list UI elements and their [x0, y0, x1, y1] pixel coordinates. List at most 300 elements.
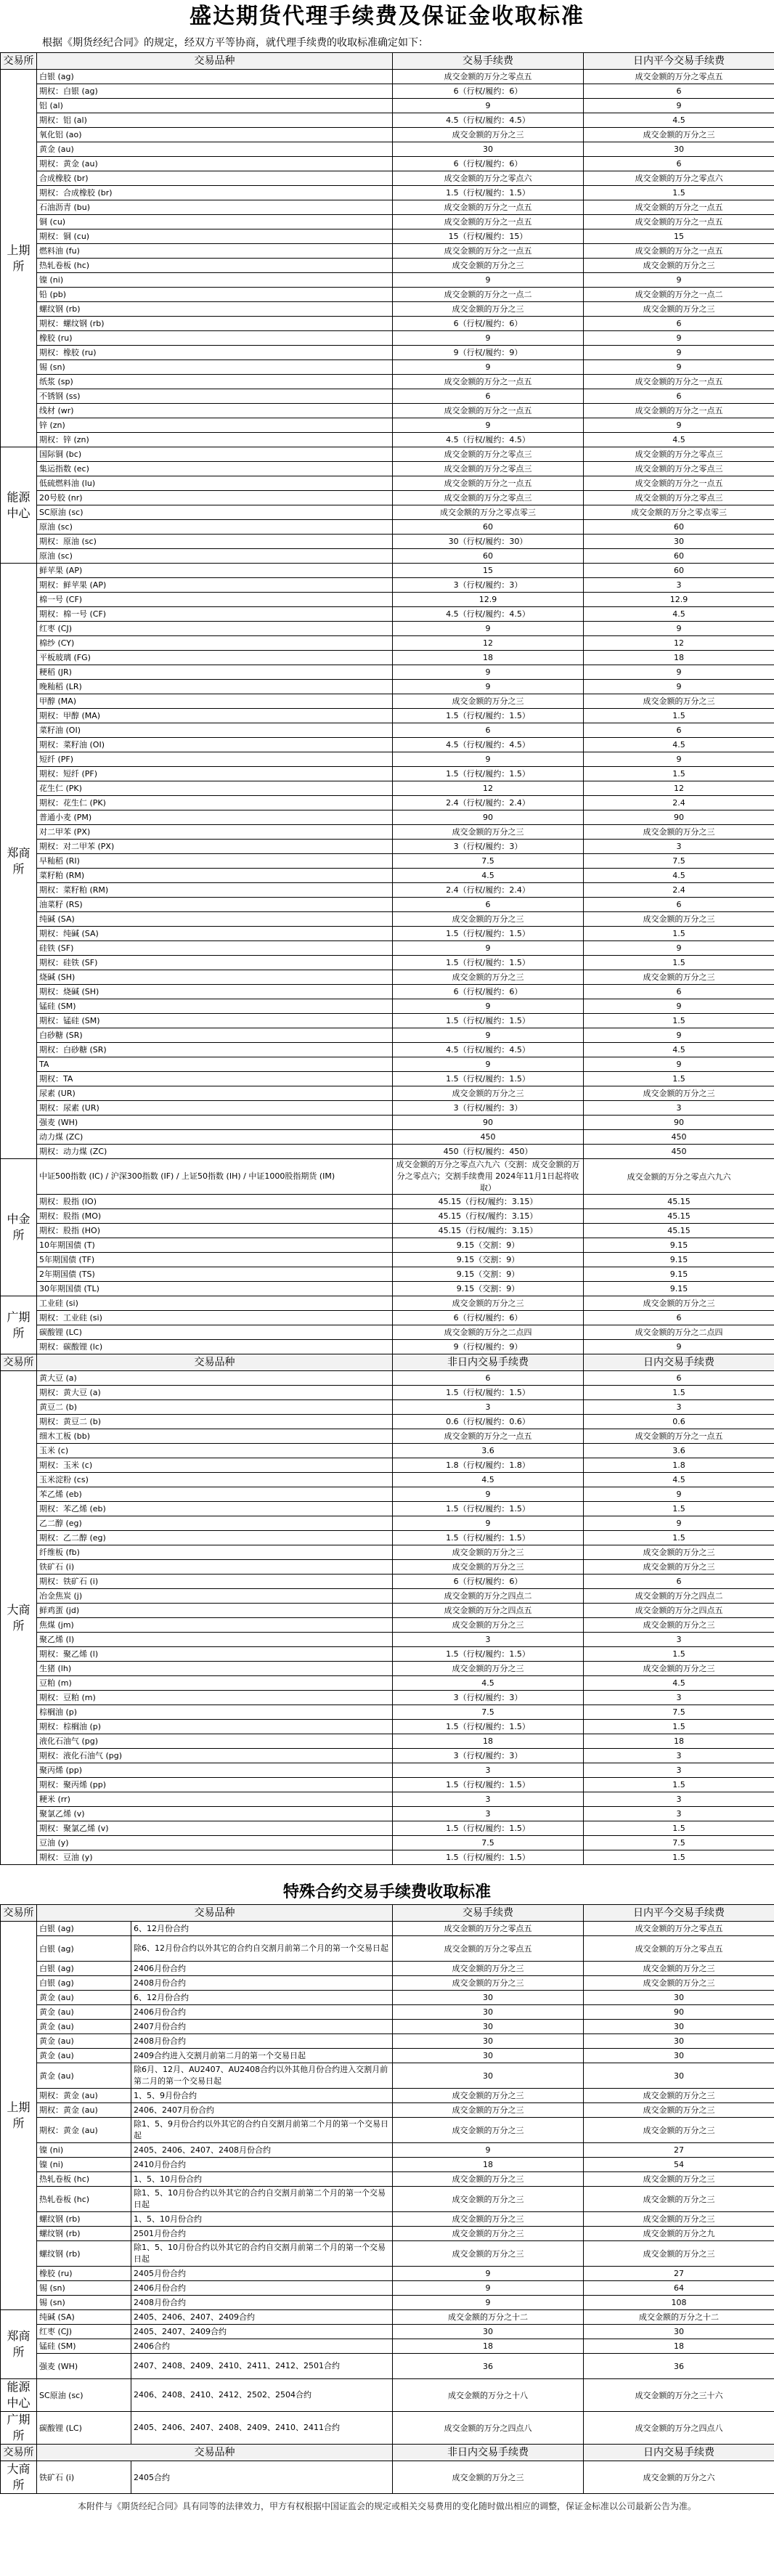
header-intraday-fee: 日内平今交易手续费 — [584, 53, 774, 70]
exchange-cell: 能源中心 — [1, 2379, 37, 2412]
intraday-fee-cell: 60 — [584, 564, 774, 578]
contract-cell: 2405合约 — [131, 2461, 393, 2494]
intraday-fee-cell: 12 — [584, 636, 774, 651]
table-row — [1, 2005, 774, 2020]
table-row — [1, 1792, 774, 1807]
product-cell: 动力煤 (ZC) — [37, 1130, 393, 1145]
header-exchange: 交易所 — [1, 2445, 37, 2461]
fee-cell: 9.15（交割：9） — [393, 1282, 584, 1296]
product-cell: 期权：烧碱 (SH) — [37, 985, 393, 999]
table-row — [1, 2143, 774, 2158]
table-row — [1, 2354, 774, 2379]
product-cell: 白银 (ag) — [37, 1962, 131, 1976]
table-row — [1, 84, 774, 99]
intraday-fee-cell: 成交金额的万分之三 — [584, 259, 774, 273]
table-row — [1, 2267, 774, 2281]
fee-cell: 30 — [393, 2034, 584, 2049]
product-cell: 白银 (ag) — [37, 1936, 131, 1962]
product-cell: 期权：甲醇 (MA) — [37, 709, 393, 723]
intraday-fee-cell: 成交金额的万分之零点五 — [584, 1936, 774, 1962]
fee-cell: 成交金额的万分之三 — [393, 1976, 584, 1991]
table-row — [1, 665, 774, 680]
intraday-fee-cell: 成交金额的万分之四点五 — [584, 1604, 774, 1618]
product-cell: 螺纹钢 (rb) — [37, 2212, 131, 2227]
fee-cell: 12 — [393, 781, 584, 796]
fee-cell: 6（行权/履约：6） — [393, 157, 584, 171]
product-cell: 30年期国债 (TL) — [37, 1282, 393, 1296]
fee-cell: 成交金额的万分之三 — [393, 1545, 584, 1560]
intraday-fee-cell: 30 — [584, 142, 774, 157]
fee-cell: 2.4（行权/履约：2.4） — [393, 796, 584, 810]
product-cell: 铅 (pb) — [37, 288, 393, 302]
header-product: 交易品种 — [37, 1354, 393, 1371]
fee-cell: 1.5（行权/履约：1.5） — [393, 1821, 584, 1836]
table-row — [1, 404, 774, 418]
fee-cell: 3 — [393, 1807, 584, 1821]
table-row — [1, 346, 774, 360]
intraday-fee-cell: 6 — [584, 389, 774, 404]
exchange-cell: 大商所 — [1, 2461, 37, 2494]
product-cell: 红枣 (CJ) — [37, 2325, 131, 2339]
table-row — [1, 651, 774, 665]
table-row — [1, 622, 774, 636]
fee-cell: 30 — [393, 1991, 584, 2005]
fee-cell: 成交金额的万分之一点五 — [393, 404, 584, 418]
fee-cell: 6（行权/履约：6） — [393, 1311, 584, 1325]
intraday-fee-cell: 1.5 — [584, 1014, 774, 1028]
table-row — [1, 70, 774, 84]
table-row — [1, 142, 774, 157]
table-row — [1, 1991, 774, 2005]
intraday-fee-cell: 9 — [584, 622, 774, 636]
fee-cell: 成交金额的万分之三 — [393, 259, 584, 273]
fee-cell: 3.6 — [393, 1444, 584, 1458]
intraday-fee-cell: 3 — [584, 1400, 774, 1415]
product-cell: 中证500指数 (IC) / 沪深300指数 (IF) / 上证50指数 (IH) / 中证1000股指期货 (IM) — [37, 1159, 393, 1195]
contract-cell: 2407、2408、2409、2410、2411、2412、2501合约 — [131, 2354, 393, 2379]
fee-cell: 成交金额的万分之三 — [393, 2461, 584, 2494]
intraday-fee-cell: 成交金额的万分之九 — [584, 2227, 774, 2241]
product-cell: 期权：纯碱 (SA) — [37, 927, 393, 941]
exchange-cell: 上期所 — [1, 1922, 37, 2310]
product-cell: 石油沥青 (bu) — [37, 200, 393, 215]
product-cell: 期权：液化石油气 (pg) — [37, 1749, 393, 1763]
product-cell: SC原油 (sc) — [37, 2379, 131, 2412]
table-row — [1, 1691, 774, 1705]
fee-cell: 9 — [393, 1057, 584, 1072]
product-cell: 期权：苯乙烯 (eb) — [37, 1502, 393, 1516]
fee-cell: 成交金额的万分之零点五 — [393, 70, 584, 84]
fee-cell: 成交金额的万分之一点五 — [393, 375, 584, 389]
product-cell: 期权：对二甲苯 (PX) — [37, 840, 393, 854]
exchange-cell: 广期所 — [1, 2412, 37, 2445]
intraday-fee-cell: 4.5 — [584, 1043, 774, 1057]
table-row — [1, 2325, 774, 2339]
table-row — [1, 447, 774, 462]
product-cell: 烧碱 (SH) — [37, 970, 393, 985]
intraday-fee-cell: 30 — [584, 2049, 774, 2063]
table-row — [1, 1778, 774, 1792]
intraday-fee-cell: 7.5 — [584, 1836, 774, 1850]
product-cell: 黄金 (au) — [37, 142, 393, 157]
intro-text: 根据《期货经纪合同》的规定，经双方平等协商，就代理手续费的收取标准确定如下： — [42, 37, 428, 49]
product-cell: 期权：螺纹钢 (rb) — [37, 317, 393, 331]
intraday-fee-cell: 成交金额的万分之三 — [584, 2172, 774, 2187]
fee-cell: 12 — [393, 636, 584, 651]
intraday-fee-cell: 450 — [584, 1145, 774, 1159]
intraday-fee-cell: 3 — [584, 578, 774, 593]
product-cell: 平板玻璃 (FG) — [37, 651, 393, 665]
intraday-fee-cell: 成交金额的万分之一点五 — [584, 375, 774, 389]
contract-cell: 6、12月份合约 — [131, 1991, 393, 2005]
fee-cell: 成交金额的万分之一点五 — [393, 200, 584, 215]
header-fee: 交易手续费 — [393, 53, 584, 70]
product-cell: 粳稻 (JR) — [37, 665, 393, 680]
fee-cell: 1.5（行权/履约：1.5） — [393, 927, 584, 941]
intraday-fee-cell: 成交金额的万分之十二 — [584, 2310, 774, 2325]
fee-cell: 9 — [393, 2267, 584, 2281]
intraday-fee-cell: 1.5 — [584, 1778, 774, 1792]
intraday-fee-cell: 成交金额的万分之三 — [584, 970, 774, 985]
table-row — [1, 1116, 774, 1130]
product-cell: 乙二醇 (eg) — [37, 1516, 393, 1531]
product-cell: 晚籼稻 (LR) — [37, 680, 393, 694]
product-cell: 期权：原油 (sc) — [37, 535, 393, 549]
fee-cell: 36 — [393, 2354, 584, 2379]
table-row — [1, 898, 774, 912]
intraday-fee-cell: 30 — [584, 2325, 774, 2339]
table-row — [1, 1072, 774, 1086]
intraday-fee-cell: 9 — [584, 99, 774, 113]
table-row — [1, 1545, 774, 1560]
product-cell: 期权：黄金 (au) — [37, 2118, 131, 2143]
intraday-fee-cell: 成交金额的万分之三 — [584, 1618, 774, 1633]
fee-cell: 6 — [393, 389, 584, 404]
product-cell: 碳酸锂 (LC) — [37, 2412, 131, 2445]
contract-cell: 2405、2406、2407、2408月份合约 — [131, 2143, 393, 2158]
intraday-fee-cell: 9 — [584, 1487, 774, 1502]
product-cell: 纯碱 (SA) — [37, 2310, 131, 2325]
table-row — [1, 1415, 774, 1429]
table-row — [1, 288, 774, 302]
intraday-fee-cell: 成交金额的万分之三 — [584, 1962, 774, 1976]
intraday-fee-cell: 9 — [584, 331, 774, 346]
intraday-fee-cell: 成交金额的万分之三 — [584, 912, 774, 927]
fee-cell: 45.15（行权/履约：3.15） — [393, 1224, 584, 1238]
fee-cell: 成交金额的万分之三 — [393, 694, 584, 709]
header-exchange: 交易所 — [1, 53, 37, 70]
contract-cell: 除6、12月份合约以外其它的合约自交割月前第二个月的第一个交易日起 — [131, 1936, 393, 1962]
intraday-fee-cell: 9.15 — [584, 1253, 774, 1267]
product-cell: 对二甲苯 (PX) — [37, 825, 393, 840]
intraday-fee-cell: 30 — [584, 2020, 774, 2034]
intraday-fee-cell: 3 — [584, 1691, 774, 1705]
intraday-fee-cell: 7.5 — [584, 1705, 774, 1720]
fee-cell: 成交金额的万分之三 — [393, 302, 584, 317]
fee-cell: 3 — [393, 1763, 584, 1778]
fee-cell: 9 — [393, 941, 584, 956]
table-row — [1, 389, 774, 404]
table-row — [1, 1821, 774, 1836]
table-row — [1, 2063, 774, 2089]
fee-cell: 1.5（行权/履约：1.5） — [393, 1647, 584, 1662]
table-row — [1, 2049, 774, 2063]
fee-cell: 1.5（行权/履约：1.5） — [393, 1386, 584, 1400]
contract-cell: 6、12月份合约 — [131, 1922, 393, 1936]
fee-cell: 1.5（行权/履约：1.5） — [393, 1720, 584, 1734]
contract-cell: 1、5、10月份合约 — [131, 2212, 393, 2227]
intraday-fee-cell: 成交金额的万分之三 — [584, 2241, 774, 2267]
fee-cell: 成交金额的万分之十八 — [393, 2379, 584, 2412]
table-row — [1, 1057, 774, 1072]
intraday-fee-cell: 成交金额的万分之三 — [584, 1662, 774, 1676]
intraday-fee-cell: 1.5 — [584, 1072, 774, 1086]
product-cell: 期权：股指 (IO) — [37, 1195, 393, 1209]
fee-cell: 成交金额的万分之零点三 — [393, 491, 584, 505]
product-cell: 期权：聚丙烯 (pp) — [37, 1778, 393, 1792]
intraday-fee-cell: 12 — [584, 781, 774, 796]
table-row — [1, 1296, 774, 1311]
fee-cell: 成交金额的万分之三 — [393, 970, 584, 985]
intraday-fee-cell: 成交金额的万分之三 — [584, 2089, 774, 2103]
fee-cell: 1.5（行权/履约：1.5） — [393, 1072, 584, 1086]
header-non-intraday-fee: 非日内交易手续费 — [393, 1354, 584, 1371]
table-row — [1, 2339, 774, 2354]
product-cell: 锡 (sn) — [37, 2281, 131, 2296]
fee-cell: 9 — [393, 1487, 584, 1502]
fee-cell: 成交金额的万分之一点五 — [393, 1429, 584, 1444]
table-row — [1, 2212, 774, 2227]
intraday-fee-cell: 60 — [584, 549, 774, 564]
product-cell: 螺纹钢 (rb) — [37, 302, 393, 317]
intraday-fee-cell: 6 — [584, 157, 774, 171]
fee-cell: 成交金额的万分之三 — [393, 1618, 584, 1633]
table-row — [1, 1502, 774, 1516]
product-cell: 期权：白银 (ag) — [37, 84, 393, 99]
table-row — [1, 1238, 774, 1253]
fee-table-main — [0, 52, 774, 1865]
product-cell: 焦煤 (jm) — [37, 1618, 393, 1633]
intraday-fee-cell: 36 — [584, 2354, 774, 2379]
fee-cell: 成交金额的万分之三 — [393, 825, 584, 840]
product-cell: 期权：豆油 (y) — [37, 1850, 393, 1865]
fee-cell: 60 — [393, 520, 584, 535]
table-row — [1, 927, 774, 941]
product-cell: 镍 (ni) — [37, 2143, 131, 2158]
intraday-fee-cell: 60 — [584, 520, 774, 535]
fee-cell: 4.5 — [393, 1676, 584, 1691]
intraday-fee-cell: 6 — [584, 317, 774, 331]
table-row — [1, 2241, 774, 2267]
intraday-fee-cell: 成交金额的万分之一点五 — [584, 404, 774, 418]
contract-cell: 除1、5、10月份合约以外其它的合约自交割月前第二个月的第一个交易日起 — [131, 2187, 393, 2212]
fee-cell: 4.5 — [393, 869, 584, 883]
fee-cell: 3（行权/履约：3） — [393, 1749, 584, 1763]
intraday-fee-cell: 18 — [584, 2339, 774, 2354]
table-row — [1, 113, 774, 128]
contract-cell: 1、5、10月份合约 — [131, 2172, 393, 2187]
table-row — [1, 1487, 774, 1502]
product-cell: 期权：动力煤 (ZC) — [37, 1145, 393, 1159]
product-cell: 期权：菜籽油 (OI) — [37, 738, 393, 752]
product-cell: 白银 (ag) — [37, 70, 393, 84]
fee-cell: 3（行权/履约：3） — [393, 840, 584, 854]
intraday-fee-cell: 4.5 — [584, 869, 774, 883]
fee-cell: 30 — [393, 2325, 584, 2339]
product-cell: 铜 (cu) — [37, 215, 393, 229]
fee-cell: 18 — [393, 2158, 584, 2172]
fee-cell: 9 — [393, 752, 584, 767]
intraday-fee-cell: 1.5 — [584, 186, 774, 200]
product-cell: 红枣 (CJ) — [37, 622, 393, 636]
fee-cell: 9.15（交割：9） — [393, 1253, 584, 1267]
intraday-fee-cell: 9 — [584, 999, 774, 1014]
table-row — [1, 2227, 774, 2241]
fee-cell: 90 — [393, 810, 584, 825]
table-row — [1, 985, 774, 999]
fee-cell: 2.4（行权/履约：2.4） — [393, 883, 584, 898]
product-cell: 期权：乙二醇 (eg) — [37, 1531, 393, 1545]
table-row — [1, 912, 774, 927]
product-cell: 菜籽油 (OI) — [37, 723, 393, 738]
fee-cell: 9 — [393, 680, 584, 694]
table-row — [1, 1429, 774, 1444]
intraday-fee-cell: 成交金额的万分之一点五 — [584, 215, 774, 229]
product-cell: 铝 (al) — [37, 99, 393, 113]
fee-cell: 9.15（交割：9） — [393, 1238, 584, 1253]
product-cell: 铁矿石 (i) — [37, 2461, 131, 2494]
table-row — [1, 1282, 774, 1296]
product-cell: 纯碱 (SA) — [37, 912, 393, 927]
contract-cell: 2408月份合约 — [131, 1976, 393, 1991]
product-cell: 期权：锰硅 (SM) — [37, 1014, 393, 1028]
table-row — [1, 1589, 774, 1604]
contract-cell: 除1、5、9月份合约以外其它的合约自交割月前第二个月的第一个交易日起 — [131, 2118, 393, 2143]
product-cell: 锰硅 (SM) — [37, 999, 393, 1014]
fee-cell: 30 — [393, 2005, 584, 2020]
contract-cell: 2406月份合约 — [131, 2005, 393, 2020]
table-row — [1, 2020, 774, 2034]
table-row — [1, 1734, 774, 1749]
product-cell: 棉纱 (CY) — [37, 636, 393, 651]
table-row — [1, 723, 774, 738]
fee-cell: 成交金额的万分之一点五 — [393, 215, 584, 229]
product-cell: 黄金 (au) — [37, 2020, 131, 2034]
table-row — [1, 1676, 774, 1691]
intraday-fee-cell: 成交金额的万分之三 — [584, 694, 774, 709]
intraday-fee-cell: 9 — [584, 665, 774, 680]
fee-cell: 30 — [393, 2063, 584, 2089]
table-body-special — [1, 1922, 774, 2445]
contract-cell: 2406月份合约 — [131, 2281, 393, 2296]
intraday-fee-cell: 9 — [584, 680, 774, 694]
table-row — [1, 1516, 774, 1531]
product-cell: 期权：黄金 (au) — [37, 2103, 131, 2118]
fee-cell: 成交金额的万分之三 — [393, 2241, 584, 2267]
fee-cell: 3（行权/履约：3） — [393, 1101, 584, 1116]
product-cell: 燃料油 (fu) — [37, 244, 393, 259]
intraday-fee-cell: 成交金额的万分之三 — [584, 825, 774, 840]
product-cell: 期权：玉米 (c) — [37, 1458, 393, 1473]
intraday-fee-cell: 18 — [584, 651, 774, 665]
fee-cell: 9 — [393, 2296, 584, 2310]
exchange-cell: 能源中心 — [1, 447, 37, 564]
fee-cell: 成交金额的万分之四点二 — [393, 1589, 584, 1604]
table-row — [1, 2158, 774, 2172]
product-cell: 黄金 (au) — [37, 2049, 131, 2063]
product-cell: 镍 (ni) — [37, 273, 393, 288]
intraday-fee-cell: 6 — [584, 1311, 774, 1325]
table-row — [1, 433, 774, 447]
product-cell: 普通小麦 (PM) — [37, 810, 393, 825]
table-row — [1, 1028, 774, 1043]
intraday-fee-cell: 9.15 — [584, 1238, 774, 1253]
product-cell: 液化石油气 (pg) — [37, 1734, 393, 1749]
contract-cell: 2407月份合约 — [131, 2020, 393, 2034]
fee-cell: 9 — [393, 418, 584, 433]
fee-cell: 成交金额的万分之十二 — [393, 2310, 584, 2325]
table-row — [1, 825, 774, 840]
fee-cell: 成交金额的万分之一点二 — [393, 288, 584, 302]
intraday-fee-cell: 45.15 — [584, 1209, 774, 1224]
product-cell: 10年期国债 (T) — [37, 1238, 393, 1253]
intraday-fee-cell: 成交金额的万分之三 — [584, 1560, 774, 1575]
product-cell: 豆粕 (m) — [37, 1676, 393, 1691]
fee-cell: 9 — [393, 1028, 584, 1043]
header-product: 交易品种 — [37, 53, 393, 70]
fee-cell: 9 — [393, 99, 584, 113]
fee-cell: 7.5 — [393, 1705, 584, 1720]
product-cell: 期权：聚氯乙烯 (v) — [37, 1821, 393, 1836]
product-cell: 期权：短纤 (PF) — [37, 767, 393, 781]
intraday-fee-cell: 3 — [584, 1633, 774, 1647]
fee-cell: 1.8（行权/履约：1.8） — [393, 1458, 584, 1473]
intraday-fee-cell: 1.5 — [584, 1502, 774, 1516]
table-body-special-dce — [1, 2461, 774, 2494]
product-cell: 白银 (ag) — [37, 1922, 131, 1936]
table-row — [1, 1575, 774, 1589]
fee-cell: 9.15（交割：9） — [393, 1267, 584, 1282]
product-cell: 锡 (sn) — [37, 2296, 131, 2310]
table-row — [1, 200, 774, 215]
intraday-fee-cell: 6 — [584, 898, 774, 912]
intraday-fee-cell: 成交金额的万分之零点五 — [584, 70, 774, 84]
table-row — [1, 869, 774, 883]
table-row — [1, 360, 774, 375]
product-cell: 黄豆二 (b) — [37, 1400, 393, 1415]
intraday-fee-cell: 0.6 — [584, 1415, 774, 1429]
fee-cell: 9 — [393, 331, 584, 346]
header-product: 交易品种 — [37, 2445, 393, 2461]
fee-cell: 成交金额的万分之三 — [393, 128, 584, 142]
product-cell: 冶金焦炭 (j) — [37, 1589, 393, 1604]
contract-cell: 除6月、12月、AU2407、AU2408合约以外其他月份合约进入交割月前第二月的第一个交易日起 — [131, 2063, 393, 2089]
product-cell: 合成橡胶 (br) — [37, 171, 393, 186]
intraday-fee-cell: 成交金额的万分之一点五 — [584, 1429, 774, 1444]
fee-cell: 4.5 — [393, 1473, 584, 1487]
table-row — [1, 99, 774, 113]
product-cell: 期权：锌 (zn) — [37, 433, 393, 447]
product-cell: 玉米 (c) — [37, 1444, 393, 1458]
table-row — [1, 752, 774, 767]
table-row — [1, 331, 774, 346]
table-row — [1, 1936, 774, 1962]
table-row — [1, 1720, 774, 1734]
table-row — [1, 680, 774, 694]
intraday-fee-cell: 成交金额的万分之零点三 — [584, 491, 774, 505]
table-row — [1, 157, 774, 171]
fee-cell: 9 — [393, 273, 584, 288]
